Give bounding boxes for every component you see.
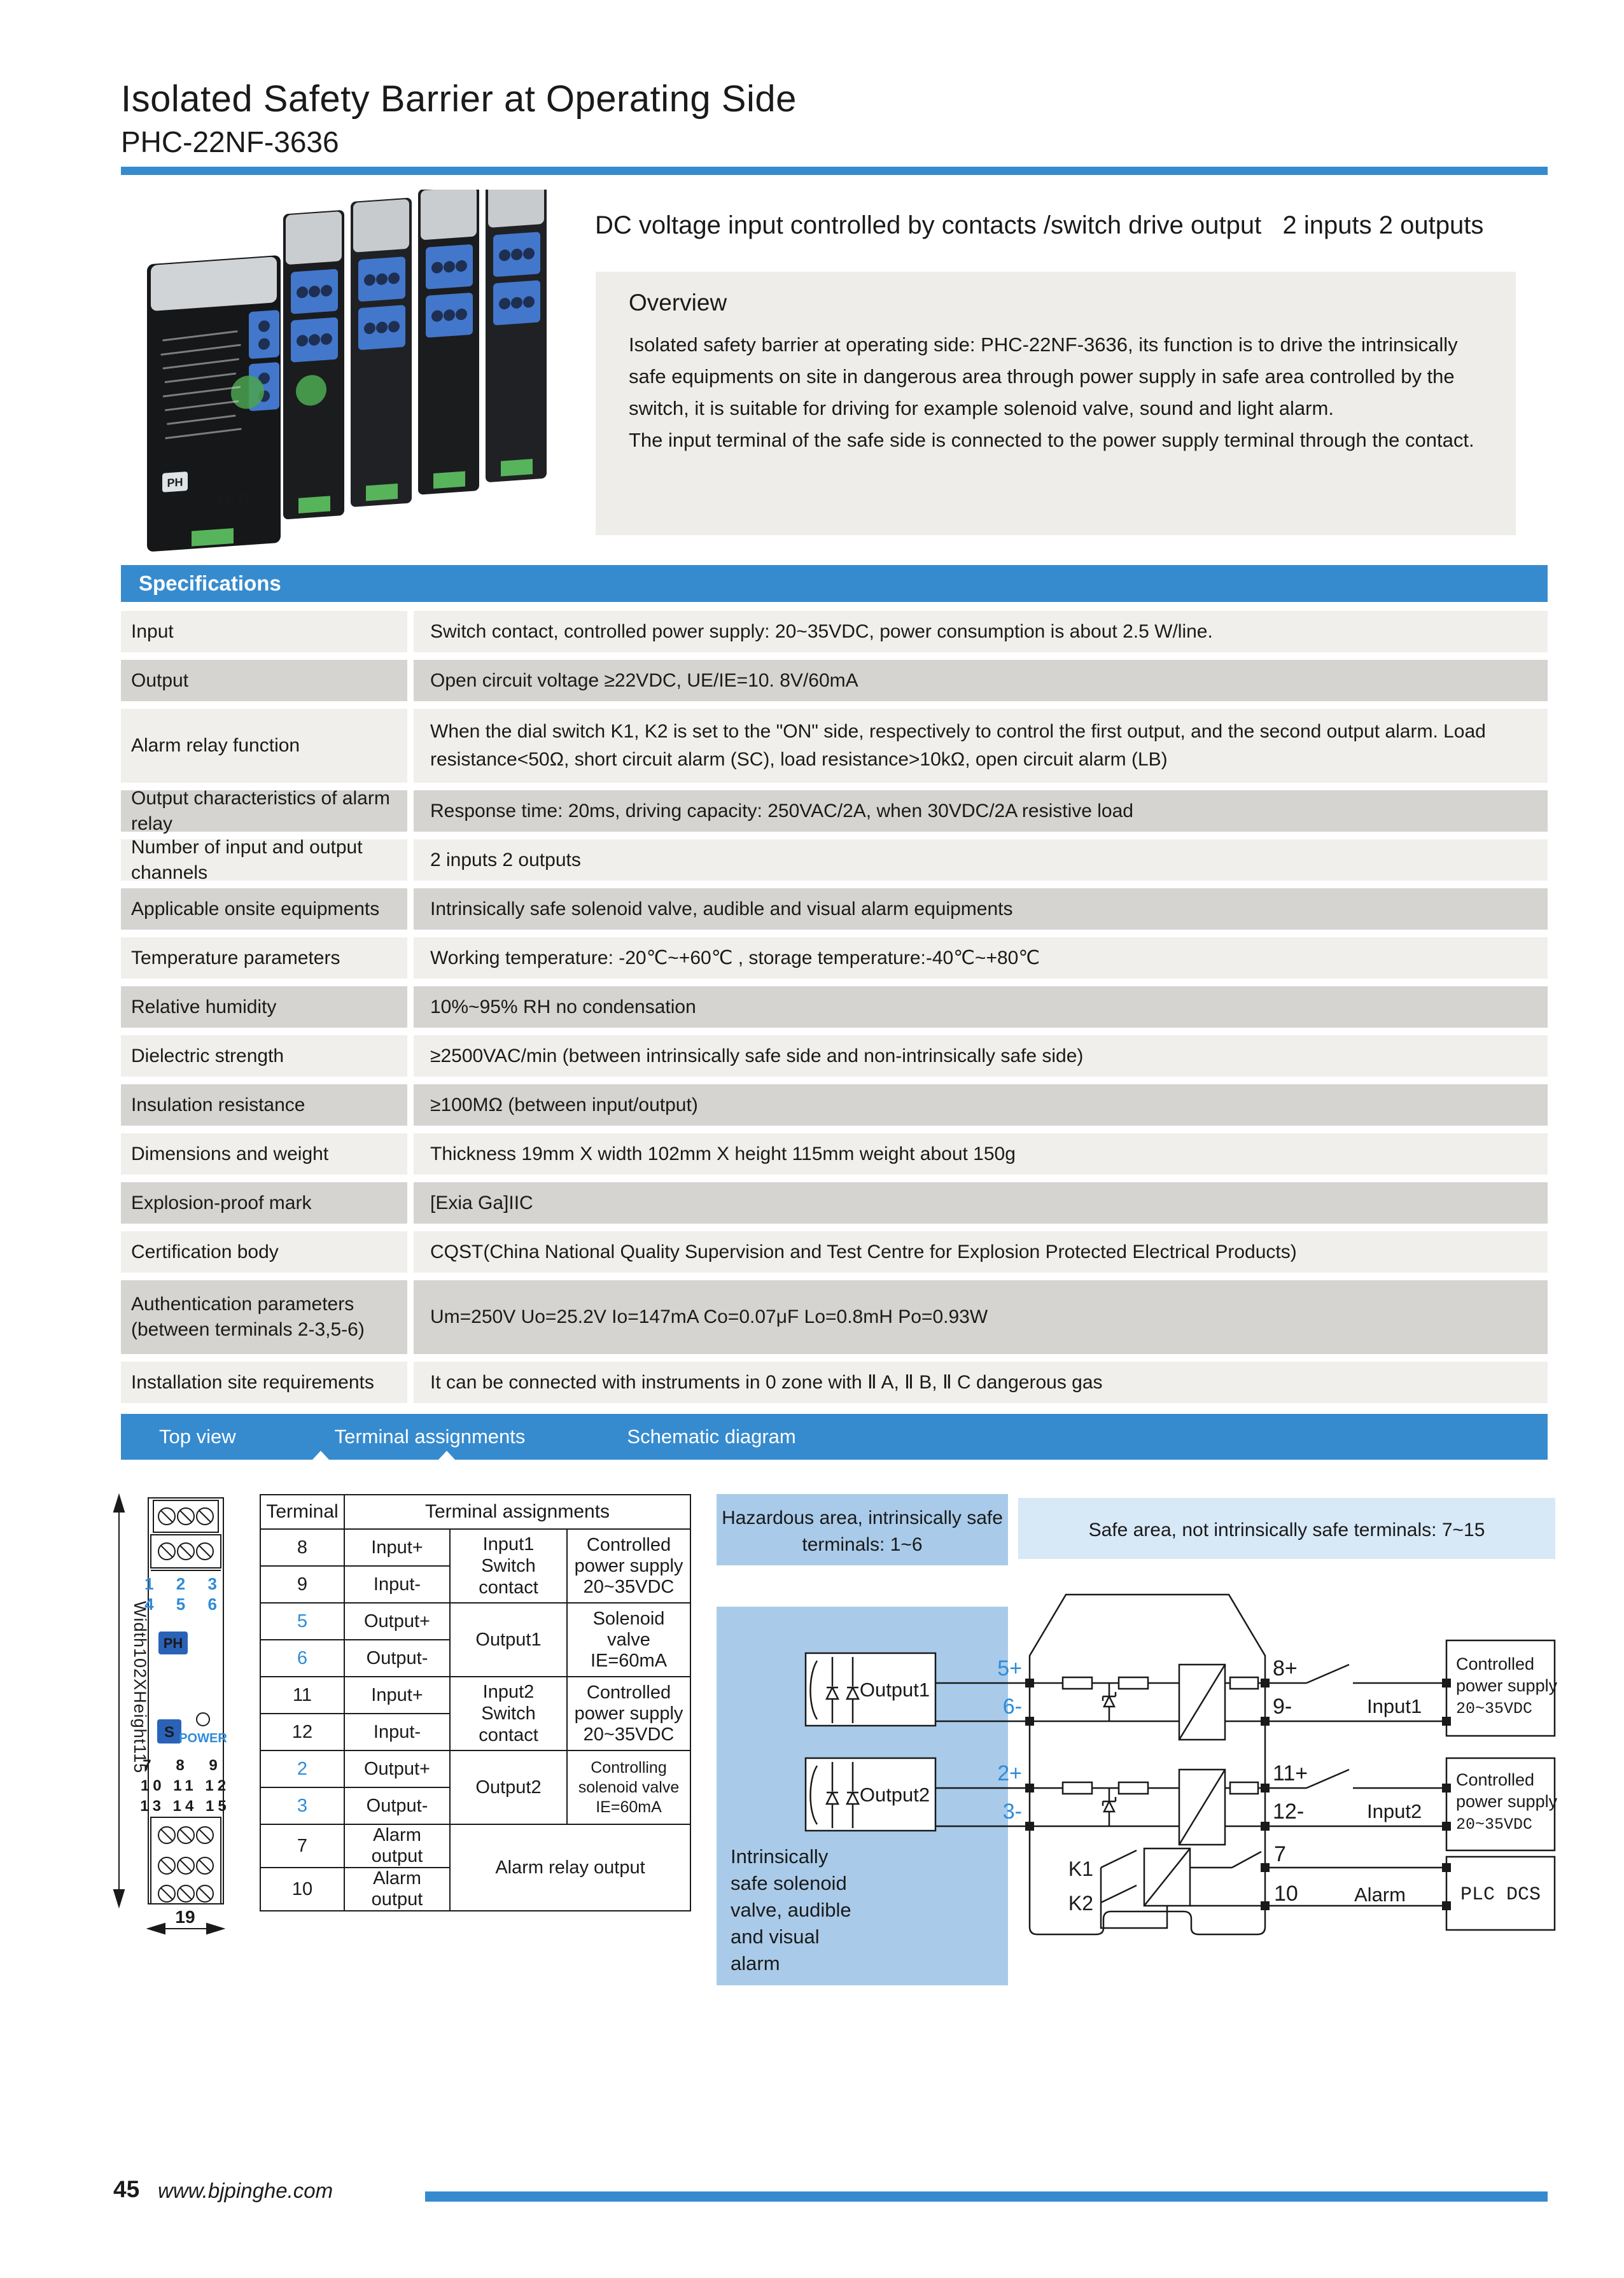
spec-label: Relative humidity (121, 986, 407, 1028)
spec-value: Thickness 19mm X width 102mm X height 115mm weight about 150g (414, 1133, 1548, 1175)
terminal-signal: Output+ (344, 1750, 450, 1787)
svg-text:Alarm: Alarm (1354, 1883, 1406, 1906)
spec-value: When the dial switch K1, K2 is set to the "ON" side, respectively to control the first output, and the second output alarm. Load resistance<50Ω, short circuit alarm (SC), load resistance>10kΩ, open circuit alarm (LB) (414, 709, 1548, 783)
spec-label: Output characteristics of alarm relay (121, 790, 407, 832)
spec-label: Installation site requirements (121, 1362, 407, 1403)
power-label: POWER (179, 1731, 227, 1745)
svg-text:Output2: Output2 (859, 1784, 930, 1806)
spec-value: [Exia Ga]IIC (414, 1182, 1548, 1224)
spec-row-temperature (121, 937, 1548, 979)
svg-text:safe solenoid: safe solenoid (731, 1872, 847, 1894)
spec-value: It can be connected with instruments in 0 zone with Ⅱ A, Ⅱ B, Ⅱ C dangerous gas (414, 1362, 1548, 1403)
specifications-header: Specifications (121, 565, 1548, 602)
spec-label: Explosion-proof mark (121, 1182, 407, 1224)
terminal-group: Output2 (450, 1750, 567, 1824)
overview-title: Overview (629, 290, 727, 316)
svg-text:20~35VDC: 20~35VDC (1456, 1700, 1533, 1718)
svg-text:9-: 9- (1273, 1695, 1292, 1719)
svg-text:power supply: power supply (1456, 1792, 1558, 1811)
svg-text:PH: PH (167, 475, 183, 490)
specifications-section (121, 565, 1548, 1403)
spec-value: 10%~95% RH no condensation (414, 986, 1548, 1028)
svg-text:12-: 12- (1273, 1799, 1305, 1824)
device-terminal-numbers-bottom-3: 13 14 15 (140, 1798, 230, 1815)
spec-row-explosion-proof (121, 1182, 1548, 1224)
svg-text:8+: 8+ (1273, 1656, 1298, 1681)
svg-text:Hazardous area, intrinsically: Hazardous area, intrinsically safe (722, 1507, 1003, 1528)
spec-label: Insulation resistance (121, 1084, 407, 1126)
spec-row-channels (121, 836, 1548, 883)
tab-pointer-arrow (312, 1451, 330, 1460)
spec-value: CQST(China National Quality Supervision and Test Centre for Explosion Protected Electrical Products) (414, 1231, 1548, 1273)
svg-text:2+: 2+ (997, 1761, 1022, 1785)
spec-label: Input (121, 611, 407, 652)
svg-text:PLC DCS: PLC DCS (1460, 1884, 1541, 1906)
overview-section (596, 272, 1516, 535)
terminal-number: 3 (260, 1787, 344, 1824)
spec-row-output-characteristics (121, 787, 1548, 834)
product-photo (124, 190, 576, 559)
terminal-group: Input2 Switch contact (450, 1677, 567, 1750)
spec-row-dimensions (121, 1133, 1548, 1175)
col-header-terminal: Terminal (260, 1495, 344, 1529)
spec-row-humidity (121, 986, 1548, 1028)
terminal-description: Controlled power supply 20~35VDC (567, 1529, 690, 1603)
svg-text:Safe area, not intrinsically s: Safe area, not intrinsically safe terminals: 7~15 (1088, 1520, 1485, 1541)
terminal-number: 12 (260, 1714, 344, 1750)
spec-value: Switch contact, controlled power supply: 20~35VDC, power consumption is about 2.5 W/line. (414, 611, 1548, 652)
footer-divider (425, 2191, 1548, 2202)
spec-label: Dielectric strength (121, 1035, 407, 1077)
device-terminal-numbers-top-1: 1 2 3 (144, 1574, 226, 1593)
terminal-number: 8 (260, 1529, 344, 1566)
spec-label: Certification body (121, 1231, 407, 1273)
tab-top-view: Top view (159, 1425, 236, 1448)
svg-text:K2: K2 (1068, 1892, 1093, 1915)
spec-row-input (121, 611, 1548, 652)
tab-terminal-assignments: Terminal assignments (334, 1425, 526, 1448)
overview-paragraph-2: The input terminal of the safe side is connected to the power supply terminal through the contact. (629, 429, 1474, 451)
terminal-signal: Input- (344, 1714, 450, 1750)
svg-text:11+: 11+ (1273, 1761, 1308, 1785)
terminal-number: 6 (260, 1640, 344, 1677)
spec-row-installation (121, 1362, 1548, 1403)
spec-row-insulation (121, 1084, 1548, 1126)
schematic-diagram (711, 1489, 1560, 1985)
svg-text:CE FC: CE FC (217, 491, 255, 508)
spec-value: ≥100MΩ (between input/output) (414, 1084, 1548, 1126)
svg-text:Controlled: Controlled (1456, 1770, 1535, 1789)
terminal-group: Output1 (450, 1603, 567, 1677)
spec-label: Number of input and output channels (121, 839, 407, 881)
col-header-assignments: Terminal assignments (344, 1495, 690, 1529)
spec-value: Response time: 20ms, driving capacity: 250VAC/2A, when 30VDC/2A resistive load (414, 790, 1548, 832)
spec-row-output (121, 660, 1548, 701)
website-url[interactable]: www.bjpinghe.com (158, 2179, 333, 2202)
terminal-number: 11 (260, 1677, 344, 1714)
svg-text:10: 10 (1274, 1882, 1298, 1906)
spec-label: Applicable onsite equipments (121, 888, 407, 930)
spec-value: 2 inputs 2 outputs (414, 839, 1548, 881)
terminal-number: 9 (260, 1566, 344, 1603)
terminal-signal: Output- (344, 1787, 450, 1824)
spec-value: Working temperature: -20℃~+60℃ , storage temperature:-40℃~+80℃ (414, 937, 1548, 979)
spec-value: Intrinsically safe solenoid valve, audible and visual alarm equipments (414, 888, 1548, 930)
svg-text:power supply: power supply (1456, 1676, 1558, 1695)
model-number: PHC-22NF-3636 (121, 125, 339, 158)
device-terminal-numbers-top-2: 4 5 6 (144, 1595, 226, 1614)
terminal-number: 5 (260, 1603, 344, 1640)
terminal-description: Solenoid valve IE=60mA (567, 1603, 690, 1677)
terminal-description: Controlled power supply 20~35VDC (567, 1677, 690, 1750)
overview-paragraph-1: Isolated safety barrier at operating side: PHC-22NF-3636, its function is to drive the intrinsically safe equipments on site in dangerous area through power supply in safe area controlled by the switch, it is suitable for driving for example solenoid valve, sound and light alarm. (629, 333, 1458, 419)
terminal-number: 10 (260, 1868, 344, 1911)
svg-text:alarm: alarm (731, 1952, 780, 1974)
svg-text:20~35VDC: 20~35VDC (1456, 1815, 1533, 1834)
device-terminal-numbers-bottom-2: 10 11 12 (140, 1777, 230, 1794)
spec-value: Um=250V Uo=25.2V Io=147mA Co=0.07μF Lo=0.8mH Po=0.93W (414, 1280, 1548, 1354)
spec-value: ≥2500VAC/min (between intrinsically safe side and non-intrinsically safe side) (414, 1035, 1548, 1077)
terminal-assignments-table (260, 1494, 691, 1911)
terminal-signal: Alarm output (344, 1868, 450, 1911)
terminal-number: 7 (260, 1824, 344, 1868)
svg-text:Intrinsically: Intrinsically (731, 1845, 829, 1868)
view-tabbar (121, 1414, 1548, 1460)
svg-text:7: 7 (1274, 1842, 1286, 1866)
spec-value: Open circuit voltage ≥22VDC, UE/IE=10. 8V/60mA (414, 660, 1548, 701)
terminal-signal: Input+ (344, 1529, 450, 1566)
terminal-signal: Output- (344, 1640, 450, 1677)
spec-label: Temperature parameters (121, 937, 407, 979)
page-title: Isolated Safety Barrier at Operating Side (121, 78, 797, 120)
svg-text:3-: 3- (1002, 1799, 1022, 1824)
spec-label: Dimensions and weight (121, 1133, 407, 1175)
terminal-signal: Input+ (344, 1677, 450, 1714)
svg-text:terminals: 1~6: terminals: 1~6 (802, 1534, 923, 1555)
page-number: 45 (113, 2176, 140, 2202)
svg-text:Input2: Input2 (1367, 1800, 1422, 1822)
device-terminal-numbers-bottom-1: 7 8 9 (143, 1757, 228, 1774)
spec-row-certification (121, 1231, 1548, 1273)
device-width-dimension: 19 (175, 1907, 195, 1927)
svg-text:6-: 6- (1002, 1695, 1022, 1719)
terminal-group: Alarm relay output (450, 1824, 690, 1911)
tab-schematic-diagram: Schematic diagram (627, 1425, 796, 1448)
terminal-signal: Alarm output (344, 1824, 450, 1868)
svg-text:valve, audible: valve, audible (731, 1899, 851, 1921)
spec-label: Authentication parameters (between terminals 2-3,5-6) (121, 1280, 407, 1354)
svg-text:S: S (164, 1724, 175, 1741)
svg-text:K1: K1 (1068, 1857, 1093, 1880)
title-divider (121, 167, 1548, 175)
svg-text:PH: PH (163, 1635, 183, 1651)
terminal-description: Controlling solenoid valve IE=60mA (567, 1750, 690, 1824)
spec-row-applicable-equipments (121, 888, 1548, 930)
specifications-table (121, 611, 1548, 1403)
terminal-signal: Output+ (344, 1603, 450, 1640)
svg-text:Input1: Input1 (1367, 1695, 1422, 1717)
terminal-group: Input1 Switch contact (450, 1529, 567, 1603)
spec-row-alarm-relay-function (121, 709, 1548, 783)
spec-label: Alarm relay function (121, 709, 407, 783)
svg-text:Controlled: Controlled (1456, 1654, 1535, 1674)
spec-row-authentication (121, 1280, 1548, 1354)
spec-label: Output (121, 660, 407, 701)
device-top-view-drawing (104, 1486, 258, 1947)
intro-heading: DC voltage input controlled by contacts /switch drive output 2 inputs 2 outputs (595, 211, 1484, 239)
tab-pointer-arrow (438, 1451, 456, 1460)
terminal-signal: Input- (344, 1566, 450, 1603)
svg-text:Output1: Output1 (859, 1679, 930, 1701)
device-dimension-label: Width102XHeight115 (130, 1601, 150, 1774)
terminal-number: 2 (260, 1750, 344, 1787)
spec-row-dielectric (121, 1035, 1548, 1077)
svg-text:5+: 5+ (997, 1656, 1022, 1681)
svg-text:and visual: and visual (731, 1925, 820, 1948)
